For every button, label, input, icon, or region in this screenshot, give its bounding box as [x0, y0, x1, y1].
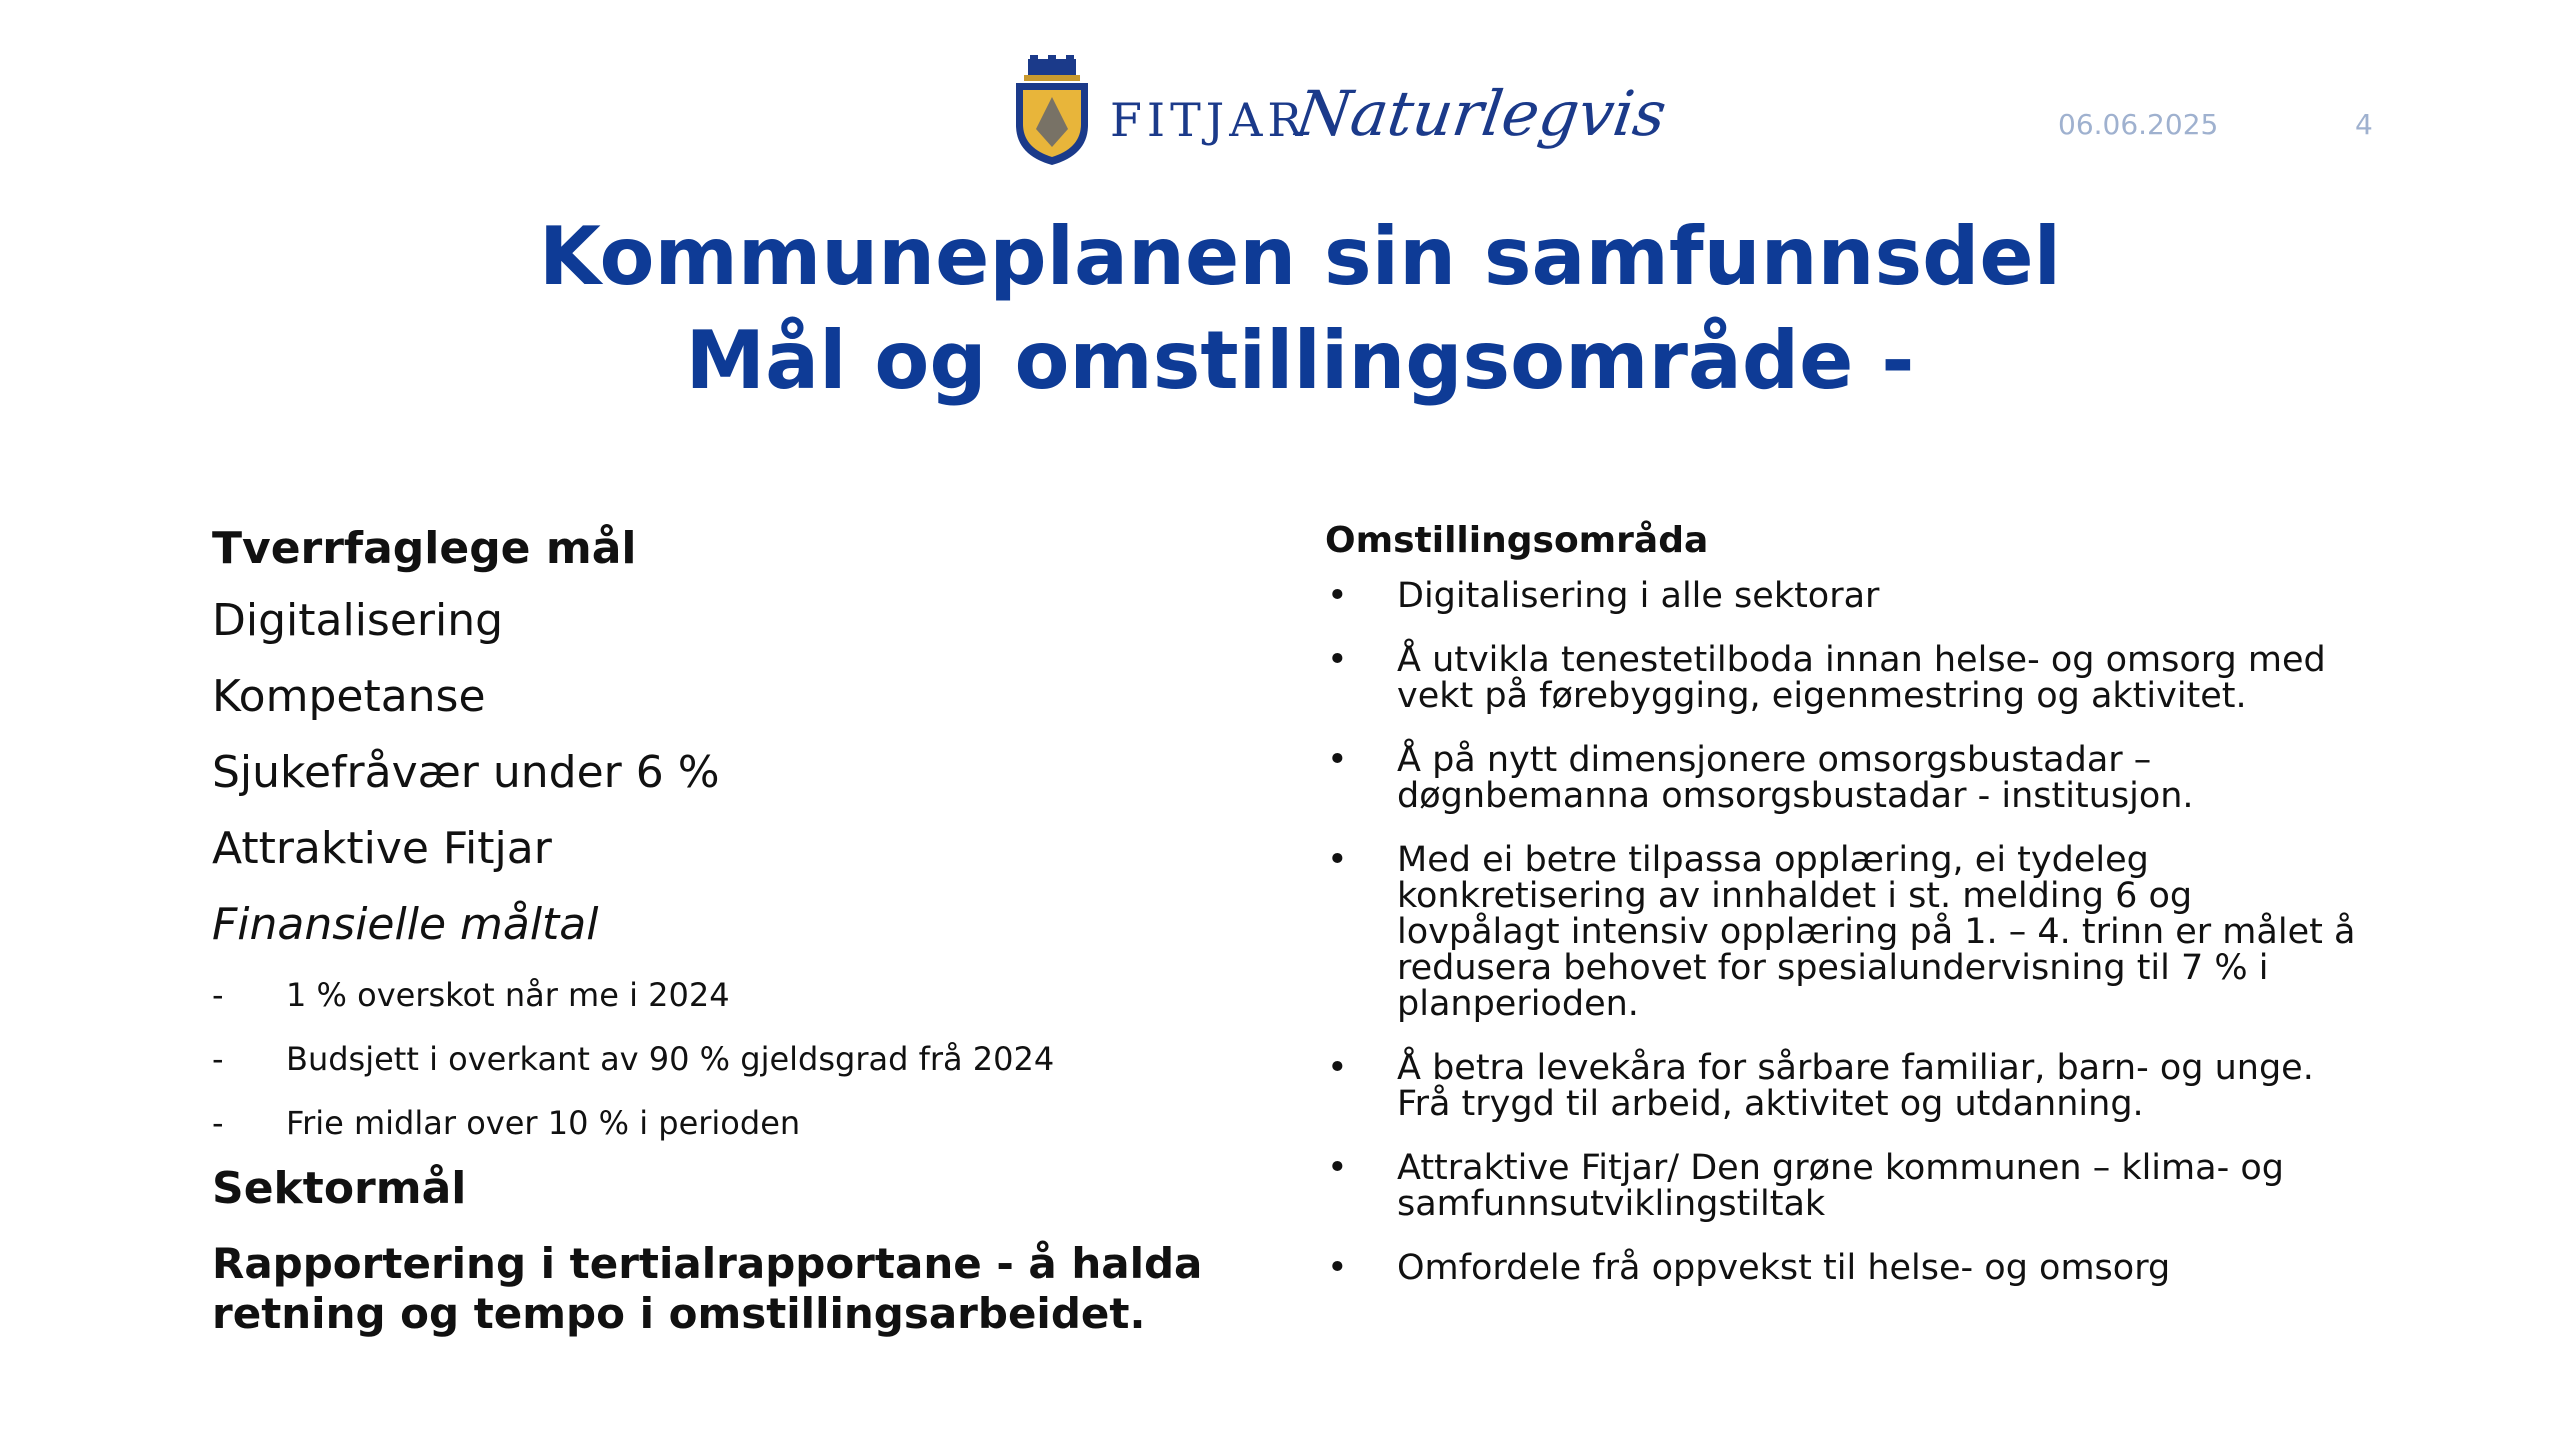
reporting-text — [212, 1239, 1212, 1339]
financial-goals-heading: Finansielle måltal — [212, 899, 599, 950]
transition-area-item — [1325, 578, 2405, 614]
transition-area-line: redusera behovet for spesialundervisning til 7 % i — [1397, 948, 2269, 988]
financial-item-text: Frie midlar over 10 % i perioden — [286, 1104, 801, 1142]
interdisciplinary-goals-heading: Tverrfaglege mål — [212, 523, 637, 574]
transition-areas-list — [1325, 578, 2405, 1286]
transition-area-line: vekt på førebygging, eigenmestring og aktivitet. — [1397, 676, 2247, 716]
slide-title — [0, 205, 2560, 413]
left-column — [212, 515, 1212, 1339]
financial-item-text: 1 % overskot når me i 2024 — [286, 976, 730, 1014]
sector-goals-heading: Sektormål — [212, 1163, 467, 1214]
transition-area-line: Digitalisering i alle sektorar — [1397, 576, 1880, 616]
goal-item: Attraktive Fitjar — [212, 823, 552, 874]
transition-area-line: Å på nytt dimensjonere omsorgsbustadar – — [1397, 740, 2152, 780]
transition-area-line: planperioden. — [1397, 984, 1639, 1024]
dash-marker: - — [212, 1104, 224, 1142]
transition-area-item — [1325, 742, 2405, 814]
goal-item: Sjukefråvær under 6 % — [212, 747, 720, 798]
transition-areas-heading: Omstillingsområda — [1325, 520, 1709, 561]
transition-area-line: samfunnsutviklingstiltak — [1397, 1184, 1826, 1224]
transition-area-line: døgnbemanna omsorgsbustadar - institusjon. — [1397, 776, 2194, 816]
transition-area-line: Omfordele frå oppvekst til helse- og omsorg — [1397, 1248, 2171, 1288]
bullet-marker: • — [1327, 840, 1348, 880]
right-column — [1325, 516, 2405, 1314]
dash-marker: - — [212, 976, 224, 1014]
slide-number: 4 — [2355, 108, 2373, 141]
transition-area-line: Å utvikla tenestetilboda innan helse- og omsorg med — [1397, 640, 2326, 680]
transition-area-item — [1325, 1150, 2405, 1222]
transition-area-item — [1325, 1250, 2405, 1286]
financial-item — [212, 1027, 1212, 1091]
transition-area-line: konkretisering av innhaldet i st. melding 6 og — [1397, 876, 2193, 916]
transition-area-item — [1325, 1050, 2405, 1122]
coat-of-arms-icon — [1010, 55, 1094, 167]
reporting-line-1: Rapportering i tertialrapportane - å halda — [212, 1239, 1203, 1288]
title-line-2: Mål og omstillingsområde - — [685, 314, 1915, 407]
transition-area-item — [1325, 842, 2405, 1022]
fitjar-logo — [1010, 55, 1671, 170]
bullet-marker: • — [1327, 1248, 1348, 1288]
transition-area-line: lovpålagt intensiv opplæring på 1. – 4. trinn er målet å — [1397, 912, 2356, 952]
goal-item: Digitalisering — [212, 595, 504, 646]
transition-area-line: Frå trygd til arbeid, aktivitet og utdanning. — [1397, 1084, 2144, 1124]
bullet-marker: • — [1327, 1048, 1348, 1088]
reporting-line-2: retning og tempo i omstillingsarbeidet. — [212, 1289, 1146, 1338]
transition-area-line: Attraktive Fitjar/ Den grøne kommunen – klima- og — [1397, 1148, 2284, 1188]
dash-marker: - — [212, 1040, 224, 1078]
slide-date: 06.06.2025 — [2058, 108, 2219, 141]
bullet-marker: • — [1327, 640, 1348, 680]
goal-item: Kompetanse — [212, 671, 486, 722]
bullet-marker: • — [1327, 740, 1348, 780]
bullet-marker: • — [1327, 1148, 1348, 1188]
transition-area-item — [1325, 642, 2405, 714]
logo-name: FITJAR — [1110, 93, 1308, 147]
financial-item-text: Budsjett i overkant av 90 % gjeldsgrad frå 2024 — [286, 1040, 1055, 1078]
logo-tagline: Naturlegvis — [1291, 77, 1671, 150]
title-line-1: Kommuneplanen sin samfunnsdel — [538, 210, 2062, 303]
financial-item — [212, 1091, 1212, 1155]
transition-area-line: Med ei betre tilpassa opplæring, ei tydeleg — [1397, 840, 2149, 880]
bullet-marker: • — [1327, 576, 1348, 616]
transition-area-line: Å betra levekåra for sårbare familiar, barn- og unge. — [1397, 1048, 2314, 1088]
financial-item — [212, 963, 1212, 1027]
